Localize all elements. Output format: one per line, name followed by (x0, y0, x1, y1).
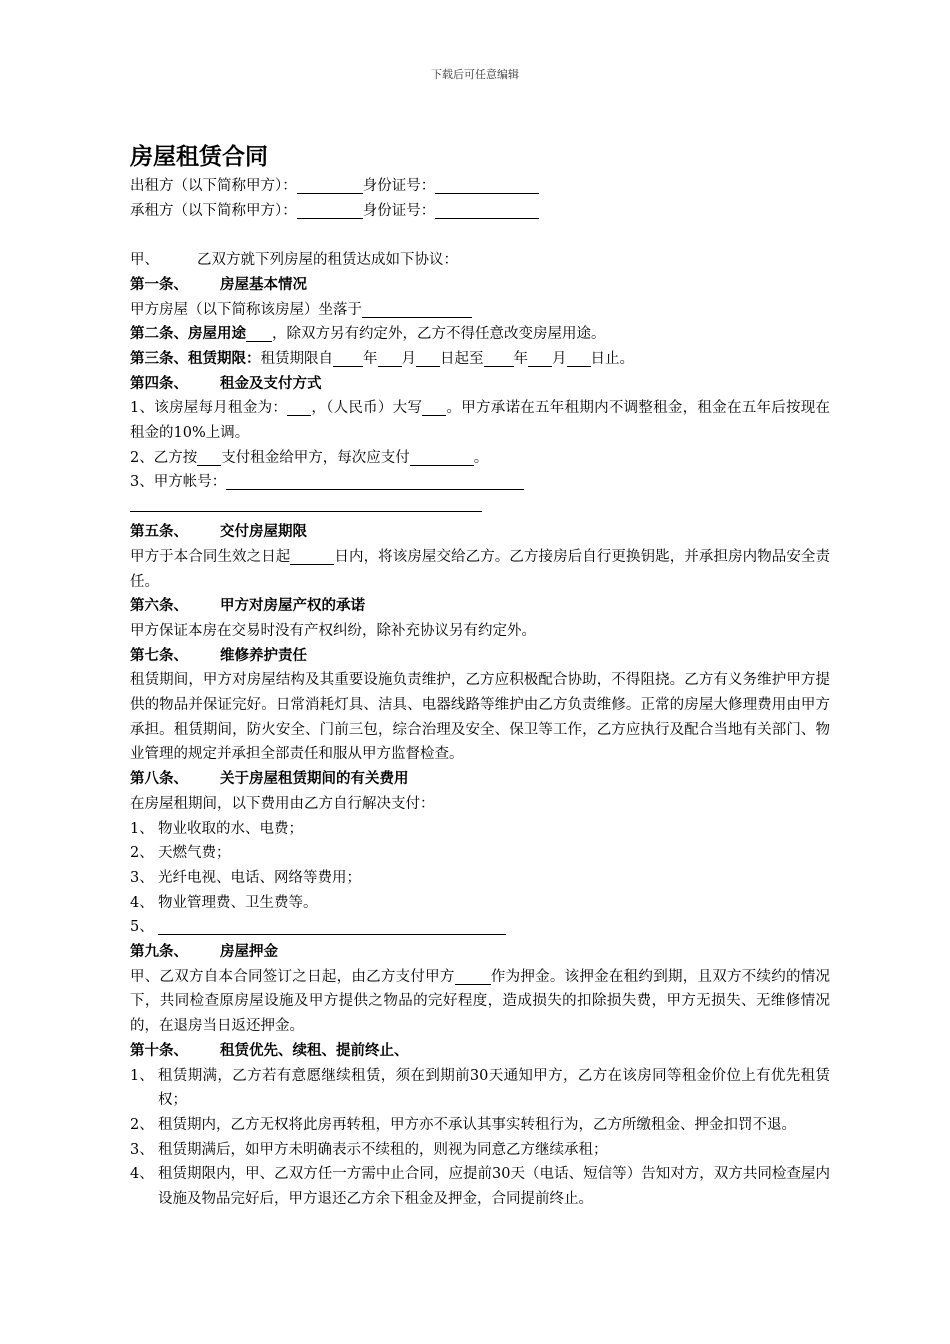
lessor-id-label: 身份证号： (362, 178, 436, 194)
renewal-item: 4、 租赁期限内，甲、乙双方任一方需中止合同，应提前30天（电话、短信等）告知对方，双方共同检查屋内设施及物品完好后，甲方退还乙方余下租金及押金，合同提前终止。 (130, 1166, 830, 1208)
article-6-body: 甲方保证本房在交易时没有产权纠纷，除补充协议另有约定外。 (130, 622, 536, 639)
article-8-intro: 在房屋租期间，以下费用由乙方自行解决支付： (130, 795, 435, 812)
intro-a: 甲、 (130, 252, 159, 269)
article-4-rent: 1、该房屋每月租金为： ，（人民币）大写 。甲方承诺在五年租期内不调整租金，租金在五年后按现在租金的10%上调。 (130, 400, 831, 442)
location-blank (362, 301, 472, 318)
spacer (130, 223, 830, 248)
article-7-body: 租赁期间，甲方对房屋结构及其重要设施负责维护，乙方应积极配合协助，不得阻挠。乙方有义务维护甲方提供的物品并保证完好。日常消耗灯具、洁具、电器线路等维护由乙方负责维修。正常的房屋大修理费用由甲方承担。租赁期间，防火安全、门前三包，综合治理及安全、保卫等工作，乙方应执行及配合当地有关部门、物业管理的规定并承担全部责任和服从甲方监督检查。 (130, 672, 830, 763)
renewal-item: 1、 租赁期满，乙方若有意愿继续租赁，须在到期前30天通知甲方，乙方在该房同等租金价位上有优先租赁权； (130, 1067, 830, 1109)
lessee-label: 承租方（以下简称甲方）： (130, 202, 297, 219)
article-5-heading: 第五条、 交付房屋期限 (130, 523, 307, 541)
contract-body (130, 142, 830, 1212)
article-4-account: 3、甲方帐号： (130, 470, 830, 495)
article-1-body: 甲方房屋（以下简称该房屋）坐落于 (130, 298, 830, 323)
lessee-line (130, 199, 830, 224)
lessee-id-label: 身份证号： (362, 202, 436, 219)
fee-item: 1、 物业收取的水、电费； (130, 820, 303, 837)
lessor-label: 出租方（以下简称甲方）： (130, 178, 297, 194)
article-10-heading: 第十条、 租赁优先、续租、提前终止、 (130, 1041, 409, 1059)
article-3: 第三条、租赁期限：租赁期限自 年 月 日起至 年 月 日止。 (130, 349, 634, 367)
lessee-name-blank (297, 202, 363, 219)
renewal-item: 2、 租赁期内，乙方无权将此房再转租，甲方亦不承认其事实转租行为，乙方所缴租金、押金扣罚不退。 (130, 1117, 796, 1133)
usage-blank (246, 325, 272, 342)
article-4-payment: 2、乙方按 支付租金给甲方，每次应支付 。 (130, 449, 489, 466)
article-1-heading: 第一条、 房屋基本情况 (130, 275, 307, 293)
article-9-body: 甲、乙双方自本合同签订之日起，由乙方支付甲方 作为押金。该押金在租约到期，且双方不续约的情况下，共同检查原房屋设施及甲方提供之物品的完好程度，造成损失的扣除损失费，甲方无损失、无维修情况的，在退房当日返还押金。 (130, 968, 831, 1035)
lessor-line (130, 174, 830, 199)
article-9-heading: 第九条、 房屋押金 (130, 943, 278, 961)
article-2: 第二条、房屋用途 ，除双方另有约定外，乙方不得任意改变房屋用途。 (130, 325, 606, 343)
article-8-heading: 第八条、 关于房屋租赁期间的有关费用 (130, 770, 409, 788)
article-6-heading: 第六条、 甲方对房屋产权的承诺 (130, 597, 365, 615)
intro-b: 乙双方就下列房屋的租赁达成如下协议： (197, 252, 458, 269)
fee-item: 3、 光纤电视、电话、网络等费用； (130, 869, 361, 886)
lessee-id-blank (435, 202, 539, 219)
article-5-body: 甲方于本合同生效之日起 日内，将该房屋交给乙方。乙方接房后自行更换钥匙，并承担房内物品安全责任。 (130, 548, 831, 590)
fee-item: 4、 物业管理费、卫生费等。 (130, 894, 318, 911)
renewal-item: 3、 租赁期满后，如甲方未明确表示不续租的，则视为同意乙方继续承租； (130, 1141, 608, 1158)
article-7-heading: 第七条、 维修养护责任 (130, 646, 307, 664)
account-blank (226, 473, 524, 490)
contract-title: 房屋租赁合同 (130, 143, 268, 170)
lessor-name-blank (297, 177, 363, 194)
page-header-note: 下载后可任意编辑 (431, 68, 519, 81)
article-4-heading: 第四条、 租金及支付方式 (130, 374, 322, 392)
intro-line (130, 248, 830, 273)
lessor-id-blank (435, 177, 539, 194)
fee-item-blank: 5、 (130, 915, 830, 940)
fee-item: 2、 天燃气费； (130, 845, 231, 862)
account-blank-continued (130, 495, 482, 512)
